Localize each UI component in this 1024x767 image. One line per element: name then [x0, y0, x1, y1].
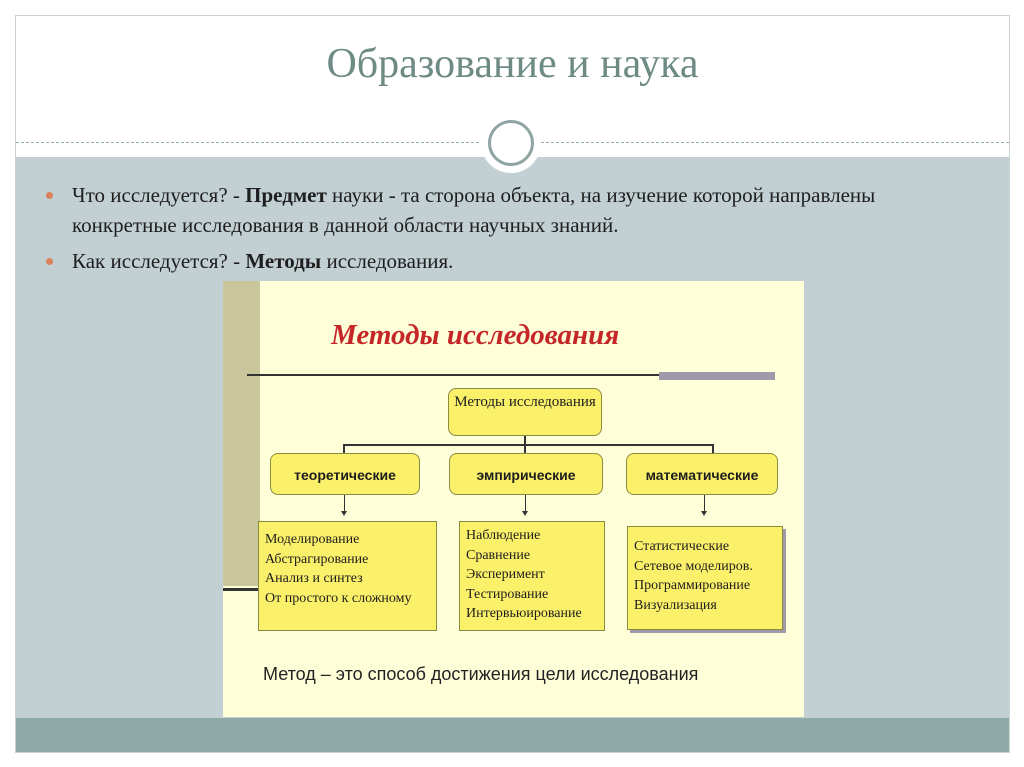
list-theoretical: [258, 521, 437, 631]
list-item: Сетевое моделиров.: [634, 558, 753, 574]
connector-cat-1: [343, 444, 345, 453]
bullet-lead: Что исследуется? -: [72, 183, 246, 207]
diagram-title: Методы исследования: [331, 319, 620, 351]
bullet-dot-icon: [46, 258, 53, 265]
diagram-root-box: Методы исследования: [448, 388, 602, 436]
bullet-rest: науки - та сторона объекта, на изучение которой направлены конкретные исследования в данной области научных знаний.: [72, 183, 876, 237]
list-mathematical: [627, 526, 783, 630]
list-item: Визуализация: [634, 597, 717, 613]
arrow-down-icon: [341, 511, 347, 516]
bullet-lead: Как исследуется? -: [72, 249, 246, 273]
connector-horizontal: [343, 444, 713, 446]
bullet-item-subject: [44, 180, 984, 240]
footer-bar: [16, 718, 1009, 752]
arrow-down-icon: [701, 511, 707, 516]
arrow-down-icon: [522, 511, 528, 516]
bullet-list: [44, 180, 984, 282]
methods-diagram: [223, 281, 804, 717]
connector-cat-3: [712, 444, 714, 453]
bullet-strong: Методы: [245, 249, 322, 273]
list-item: Моделирование: [265, 532, 360, 547]
connector-root-down: [524, 436, 526, 444]
category-theoretical: теоретические: [270, 453, 420, 495]
list-item: Абстрагирование: [265, 551, 369, 567]
list-item: Эксперимент: [466, 567, 545, 582]
bullet-dot-icon: [46, 192, 53, 199]
list-item: Наблюдение: [466, 528, 541, 543]
diagram-side-line: [223, 588, 260, 591]
list-item: Статистические: [634, 539, 730, 554]
list-item: Сравнение: [466, 547, 531, 563]
circle-ornament-icon: [488, 120, 534, 166]
list-empirical: [459, 521, 605, 631]
diagram-caption: Метод – это способ достижения цели исследования: [263, 664, 699, 684]
category-mathematical: математические: [626, 453, 778, 495]
list-item: Программирование: [634, 578, 751, 593]
list-item: От простого к сложному: [265, 590, 412, 606]
list-item: Интервьюирование: [466, 606, 582, 621]
slide-title: Образование и наука: [326, 41, 699, 87]
bullet-item-methods: [44, 246, 984, 276]
bullet-strong: Предмет: [245, 183, 327, 207]
diagram-side-strip: [223, 281, 260, 586]
bullet-rest: исследования.: [321, 249, 454, 273]
list-item: Анализ и синтез: [265, 571, 363, 586]
category-empirical: эмпирические: [449, 453, 603, 495]
diagram-gray-bar: [659, 372, 775, 380]
list-item: Тестирование: [466, 586, 549, 602]
connector-cat-2: [524, 444, 526, 453]
